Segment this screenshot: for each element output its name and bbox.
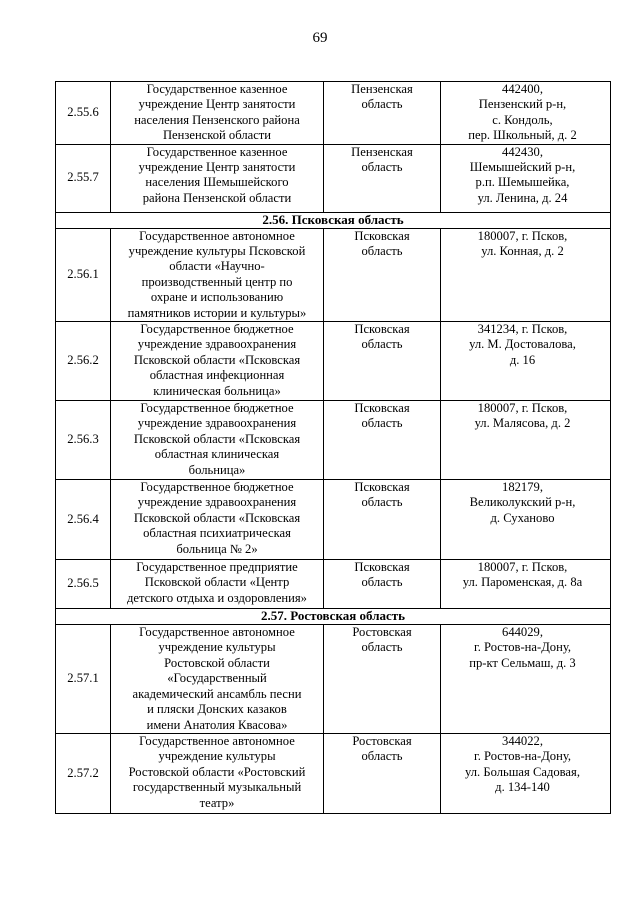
organization-name-line: больница № 2» xyxy=(176,541,258,556)
table-row xyxy=(56,144,611,212)
organization-name-cell xyxy=(111,560,324,609)
organization-name-line: населения Пензенского района xyxy=(134,112,300,127)
region-name-cell xyxy=(324,228,441,321)
organization-address-line: пр-кт Сельмаш, д. 3 xyxy=(469,655,576,670)
organization-address-line: р.п. Шемышейка, xyxy=(475,175,570,190)
organization-address-line: Пензенский р-н, xyxy=(478,97,567,112)
organization-name-line: Государственное автономное xyxy=(139,733,295,748)
organization-name-line: и пляски Донских казаков xyxy=(147,702,287,717)
organization-name-line: учреждение культуры xyxy=(158,640,276,655)
region-name-line: Псковская xyxy=(354,480,410,495)
organization-name-line: Государственное автономное xyxy=(139,625,295,640)
organization-name-line: производственный центр по xyxy=(141,274,293,289)
region-name-cell xyxy=(324,480,441,560)
region-name-line: область xyxy=(361,97,403,112)
organization-address-line: 180007, г. Псков, xyxy=(477,560,568,575)
organization-address-line: 180007, г. Псков, xyxy=(477,228,568,243)
organization-name-line: Ростовской области xyxy=(164,655,270,670)
organization-name-cell xyxy=(111,401,324,480)
region-name-cell xyxy=(324,322,441,401)
organization-name-line: областная клиническая xyxy=(154,447,280,462)
organization-address-line: ул. Большая Садовая, xyxy=(465,764,580,779)
organization-address-line: д. Суханово xyxy=(490,510,555,525)
organization-address-line: с. Кондоль, xyxy=(492,112,553,127)
row-number: 2.57.1 xyxy=(56,625,111,734)
organization-name-line: Государственное бюджетное xyxy=(140,322,294,337)
row-number: 2.56.5 xyxy=(56,560,111,609)
table-row xyxy=(56,322,611,401)
organization-name-cell xyxy=(111,228,324,321)
organization-name-line: учреждение культуры xyxy=(158,749,276,764)
section-header-row xyxy=(56,212,611,228)
organization-address-line: пер. Школьный, д. 2 xyxy=(468,128,577,143)
organization-address-line: ул. Ленина, д. 24 xyxy=(477,190,568,205)
organization-name-line: охране и использованию xyxy=(150,290,284,305)
region-name-line: Пензенская xyxy=(351,82,413,96)
organization-address-line: 442400, xyxy=(502,82,543,96)
organization-name-line: учреждение Центр занятости xyxy=(138,97,296,112)
organization-name-cell xyxy=(111,322,324,401)
organization-name-line: памятников истории и культуры» xyxy=(127,305,307,320)
organization-name-line: Государственное бюджетное xyxy=(140,401,294,416)
organization-address-line: 344022, xyxy=(502,733,543,748)
region-name-cell xyxy=(324,560,441,609)
row-number: 2.55.7 xyxy=(56,144,111,212)
organization-name-line: района Пензенской области xyxy=(142,190,292,205)
region-name-cell xyxy=(324,82,441,145)
region-name-line: область xyxy=(361,160,403,175)
organization-name-line: Пензенской области xyxy=(162,128,272,143)
region-name-line: Ростовская xyxy=(352,733,412,748)
organization-name-line: Псковской области «Центр xyxy=(144,575,290,590)
region-name-cell xyxy=(324,733,441,813)
organization-address-line: 442430, xyxy=(502,144,543,159)
organization-address-cell xyxy=(441,322,611,401)
section-title: 2.57. Ростовская область xyxy=(56,609,611,625)
organization-name-line: Псковской области «Псковская xyxy=(133,510,301,525)
organizations-table xyxy=(55,81,611,814)
organization-address-line: ул. Малясова, д. 2 xyxy=(474,416,571,431)
organization-name-line: Государственное автономное xyxy=(139,228,295,243)
organization-address-cell xyxy=(441,401,611,480)
region-name-line: область xyxy=(361,749,403,764)
organization-name-cell xyxy=(111,144,324,212)
organization-name-line: клиническая больница» xyxy=(153,383,281,398)
region-name-cell xyxy=(324,401,441,480)
row-number: 2.57.2 xyxy=(56,733,111,813)
organization-address-line: ул. Пароменская, д. 8а xyxy=(462,575,583,590)
region-name-line: область xyxy=(361,337,403,352)
region-name-line: Псковская xyxy=(354,560,410,575)
table-row xyxy=(56,733,611,813)
organization-address-line: д. 134-140 xyxy=(495,780,550,795)
organization-address-line: ул. М. Достовалова, xyxy=(469,337,576,352)
organization-name-line: Государственное казенное xyxy=(146,144,288,159)
organization-address-cell xyxy=(441,228,611,321)
organization-address-line: 180007, г. Псков, xyxy=(477,401,568,416)
region-name-line: Пензенская xyxy=(351,144,413,159)
section-header-row xyxy=(56,609,611,625)
organization-name-line: Государственное казенное xyxy=(146,82,288,96)
table-row xyxy=(56,228,611,321)
organization-name-cell xyxy=(111,625,324,734)
region-name-line: Ростовская xyxy=(352,625,412,640)
region-name-line: Псковская xyxy=(354,228,410,243)
table-row xyxy=(56,560,611,609)
table-body xyxy=(56,82,611,814)
organization-name-line: учреждение культуры Псковской xyxy=(128,244,306,259)
region-name-line: область xyxy=(361,416,403,431)
organization-name-line: Государственное предприятие xyxy=(136,560,298,575)
organization-address-line: г. Ростов-на-Дону, xyxy=(473,640,572,655)
organization-address-line: Шемышейский р-н, xyxy=(469,160,576,175)
row-number: 2.56.4 xyxy=(56,480,111,560)
organization-name-line: академический ансамбль песни xyxy=(132,686,302,701)
organization-name-cell xyxy=(111,480,324,560)
organization-address-cell xyxy=(441,733,611,813)
organization-address-line: ул. Конная, д. 2 xyxy=(481,244,564,259)
organization-name-line: учреждение здравоохранения xyxy=(137,495,297,510)
region-name-line: Псковская xyxy=(354,401,410,416)
section-title: 2.56. Псковская область xyxy=(56,212,611,228)
organization-address-cell xyxy=(441,144,611,212)
organization-address-cell xyxy=(441,480,611,560)
region-name-line: область xyxy=(361,244,403,259)
organization-name-line: имени Анатолия Квасова» xyxy=(146,717,288,732)
organization-address-line: д. 16 xyxy=(509,352,536,367)
page-number: 69 xyxy=(312,30,328,46)
organization-name-line: Псковской области «Псковская xyxy=(133,431,301,446)
organization-name-cell xyxy=(111,733,324,813)
organization-address-line: 182179, xyxy=(502,480,543,495)
row-number: 2.56.2 xyxy=(56,322,111,401)
organization-name-line: Ростовской области «Ростовский xyxy=(128,764,306,779)
table-row xyxy=(56,82,611,145)
region-name-line: область xyxy=(361,640,403,655)
organization-address-line: Великолукский р-н, xyxy=(469,495,576,510)
organization-name-line: Государственное бюджетное xyxy=(140,480,294,495)
organization-name-line: театр» xyxy=(199,795,235,810)
region-name-line: область xyxy=(361,495,403,510)
organization-address-line: г. Ростов-на-Дону, xyxy=(473,749,572,764)
region-name-cell xyxy=(324,144,441,212)
organization-address-line: 644029, xyxy=(502,625,543,640)
organization-name-line: области «Научно- xyxy=(169,259,265,274)
row-number: 2.56.3 xyxy=(56,401,111,480)
organization-name-line: Псковской области «Псковская xyxy=(133,352,301,367)
organization-name-line: детского отдыха и оздоровления» xyxy=(127,590,307,605)
organization-name-line: учреждение здравоохранения xyxy=(137,337,297,352)
organization-address-line: 341234, г. Псков, xyxy=(477,322,568,337)
organization-name-line: учреждение здравоохранения xyxy=(137,416,297,431)
organization-name-line: областная психиатрическая xyxy=(143,526,291,541)
organization-address-cell xyxy=(441,560,611,609)
organization-name-line: населения Шемышейского xyxy=(145,175,289,190)
organization-name-line: больница» xyxy=(188,462,246,477)
table-row xyxy=(56,480,611,560)
region-name-line: область xyxy=(361,575,403,590)
region-name-line: Псковская xyxy=(354,322,410,337)
organization-name-cell xyxy=(111,82,324,145)
row-number: 2.56.1 xyxy=(56,228,111,321)
organization-name-line: государственный музыкальный xyxy=(132,780,302,795)
organization-address-cell xyxy=(441,625,611,734)
table-row xyxy=(56,401,611,480)
organization-address-cell xyxy=(441,82,611,145)
table-row xyxy=(56,625,611,734)
organization-name-line: «Государственный xyxy=(167,671,267,686)
organization-name-line: учреждение Центр занятости xyxy=(138,160,296,175)
region-name-cell xyxy=(324,625,441,734)
row-number: 2.55.6 xyxy=(56,82,111,145)
organization-name-line: областная инфекционная xyxy=(149,368,285,383)
